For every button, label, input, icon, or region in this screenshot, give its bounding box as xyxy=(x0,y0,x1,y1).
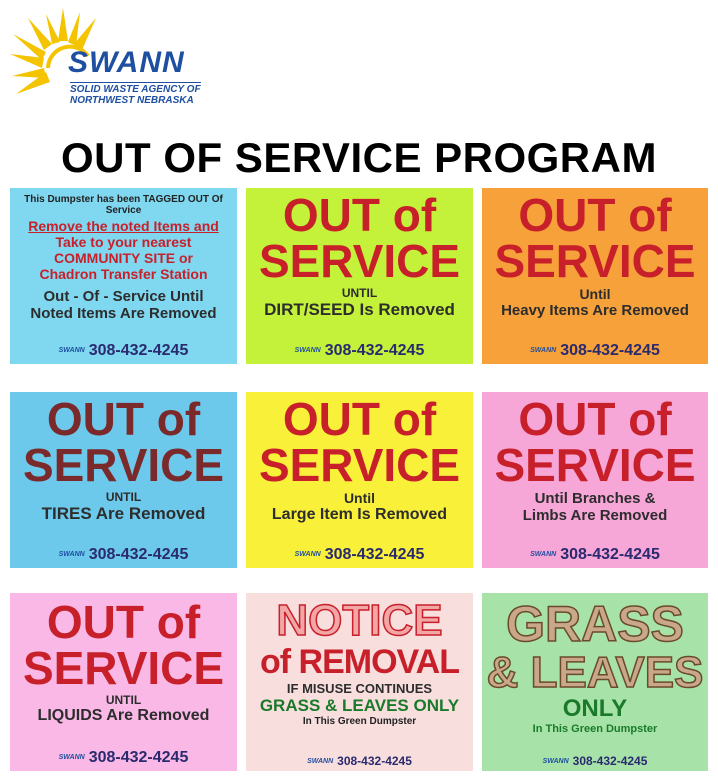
phone-number: SWANN 308-432-4245 xyxy=(542,754,648,768)
phone-number: SWANN 308-432-4245 xyxy=(530,546,660,563)
sign-headline-1: NOTICE xyxy=(276,596,443,645)
mini-logo: SWANN xyxy=(294,347,321,355)
sign-headline-1: GRASS xyxy=(506,596,684,652)
sign-sub-1: UNTIL xyxy=(341,286,378,300)
mini-logo: SWANN xyxy=(58,347,85,355)
mini-logo: SWANN xyxy=(530,347,557,355)
sign-sub-1: UNTIL xyxy=(105,490,142,504)
sign-line-4: COMMUNITY SITE or xyxy=(54,250,193,266)
phone-number: SWANN 308-432-4245 xyxy=(530,342,660,359)
sign-sub-2: DIRT/SEED Is Removed xyxy=(264,300,455,319)
sign-heavy-items xyxy=(482,188,708,364)
phone-number: SWANN 308-432-4245 xyxy=(307,754,412,768)
sign-line-1: This Dumpster has been TAGGED OUT Of Service xyxy=(24,194,223,216)
sign-sub-2: LIQUIDS Are Removed xyxy=(37,707,210,724)
mini-logo: SWANN xyxy=(58,754,85,762)
swann-logo xyxy=(8,6,213,121)
sign-headline-1: OUT of xyxy=(46,596,201,648)
mini-logo: SWANN xyxy=(294,551,321,559)
sign-sub-2: In This Green Dumpster xyxy=(532,723,658,735)
sign-dirt-seed xyxy=(246,188,473,364)
sign-sub-1: ONLY xyxy=(562,695,628,722)
logo-subtitle xyxy=(70,82,201,106)
phone-number: SWANN 308-432-4245 xyxy=(294,546,425,563)
sign-sub-1: Until Branches & xyxy=(534,490,656,507)
sign-line-5: Chadron Transfer Station xyxy=(39,266,208,282)
sign-headline-2: SERVICE xyxy=(258,439,461,491)
phone-number: SWANN 308-432-4245 xyxy=(58,749,189,766)
mini-logo: SWANN xyxy=(542,758,569,766)
sign-headline-2: SERVICE xyxy=(494,439,696,491)
sign-headline-1: OUT of xyxy=(518,189,672,241)
sign-headline-2: SERVICE xyxy=(22,642,225,694)
sign-sub-2: TIRES Are Removed xyxy=(41,504,206,523)
sign-sub-2: GRASS & LEAVES ONLY xyxy=(259,696,460,715)
sign-headline-2: SERVICE xyxy=(22,439,225,491)
sign-headline-1: OUT of xyxy=(518,393,672,445)
logo-line-1: SOLID WASTE AGENCY OF xyxy=(70,84,201,95)
sign-headline-1: OUT of xyxy=(282,189,437,241)
sign-headline-1: OUT of xyxy=(46,393,201,445)
sign-headline-2: of REMOVAL xyxy=(259,643,459,681)
sign-sub-1: Until xyxy=(579,286,611,302)
sign-sub-1: UNTIL xyxy=(105,693,142,707)
logo-brand: SWANN xyxy=(68,46,185,79)
sign-tires xyxy=(10,392,237,568)
sign-large-item xyxy=(246,392,473,568)
mini-logo: SWANN xyxy=(307,758,334,766)
sign-sub-2: Large Item Is Removed xyxy=(271,506,448,523)
phone-number: SWANN 308-432-4245 xyxy=(58,342,189,359)
sign-line-2: Remove the noted Items and xyxy=(28,218,219,234)
sign-line-3: Take to your nearest xyxy=(55,234,192,250)
sign-sub-3: In This Green Dumpster xyxy=(302,716,417,727)
sign-notice-of-removal xyxy=(246,593,473,771)
page-title: OUT OF SERVICE PROGRAM xyxy=(61,134,657,181)
sign-liquids xyxy=(10,593,237,771)
sign-sub-1: Until xyxy=(343,490,376,506)
sign-grass-leaves xyxy=(482,593,708,771)
sign-headline-1: OUT of xyxy=(282,393,437,445)
sign-line-6: Out - Of - Service Until xyxy=(43,288,204,305)
logo-line-2: NORTHWEST NEBRASKA xyxy=(70,95,194,106)
sign-tagged-out xyxy=(10,188,237,364)
mini-logo: SWANN xyxy=(58,551,85,559)
sign-sub-2: Heavy Items Are Removed xyxy=(501,302,689,319)
sign-headline-2: & LEAVES xyxy=(486,648,704,697)
sign-headline-2: SERVICE xyxy=(494,235,696,287)
sign-headline-2: SERVICE xyxy=(258,235,461,287)
sign-sub-2: Limbs Are Removed xyxy=(522,507,668,524)
sign-sub-1: IF MISUSE CONTINUES xyxy=(286,681,433,696)
sign-line-7: Noted Items Are Removed xyxy=(30,305,217,322)
phone-number: SWANN 308-432-4245 xyxy=(294,342,425,359)
sign-branches-limbs xyxy=(482,392,708,568)
mini-logo: SWANN xyxy=(530,551,557,559)
phone-number: SWANN 308-432-4245 xyxy=(58,546,189,563)
